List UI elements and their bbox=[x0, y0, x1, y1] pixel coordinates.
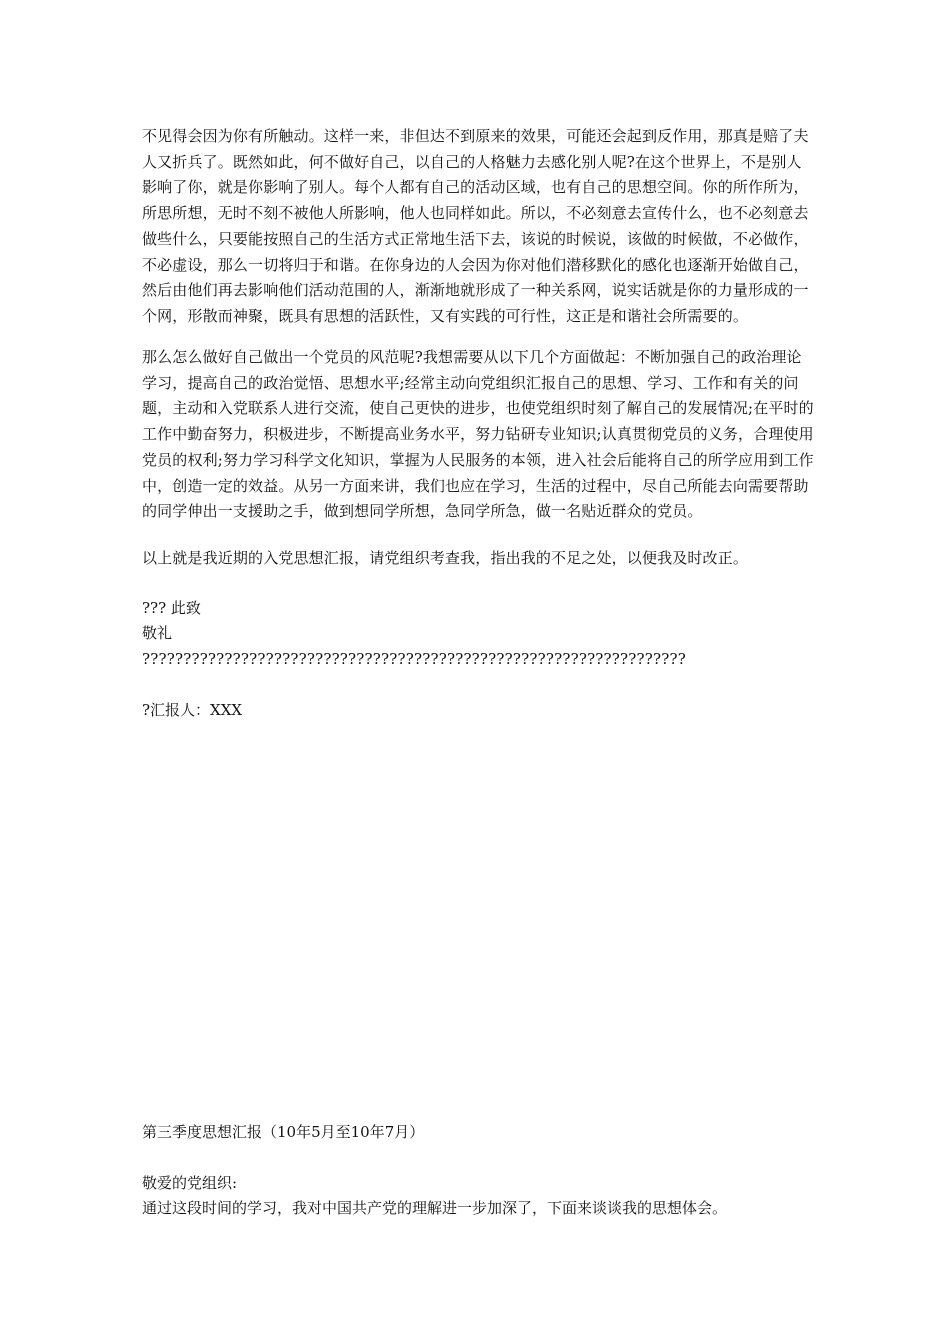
garbled-text-line: ?????????????????????????????????????????????????????????????????? bbox=[142, 650, 686, 668]
body-paragraph-3: 以上就是我近期的入党思想汇报，请党组织考查我，指出我的不足之处，以便我及时改正。 bbox=[142, 549, 749, 567]
closing-respect: 敬礼 bbox=[142, 624, 173, 642]
body-paragraph-1: 不见得会因为你有所触动。这样一来，非但达不到原来的效果，可能还会起到反作用，那真是赔了夫人又折兵了。既然如此，何不做好自己，以自己的人格魅力去感化别人呢?在这个世界上，不是别人影响了你，就是你影响了别人。每个人都有自己的活动区域，也有自己的思想空间。你的所作所为，所思所想，无时不刻不被他人所影响，他人也同样如此。所以，不必刻意去宣传什么，也不必刻意去做些什么，只要能按照自己的生活方式正常地生活下去，该说的时候说，该做的时候做，不必做作，不必虚设，那么一切将归于和谐。在你身边的人会因为你对他们潜移默化的感化也逐渐开始做自己，然后由他们再去影响他们活动范围的人，渐渐地就形成了一种关系网，说实话就是你的力量形成的一个网，形散而神聚，既具有思想的活跃性，又有实践的可行性，这正是和谐社会所需要的。 bbox=[142, 127, 809, 325]
section-greeting: 敬爱的党组织: bbox=[142, 1174, 238, 1192]
body-paragraph-2: 那么怎么做好自己做出一个党员的风范呢?我想需要从以下几个方面做起：不断加强自己的政治理论学习，提高自己的政治觉悟、思想水平;经常主动向党组织汇报自己的思想、学习、工作和有关的问题，主动和入党联系人进行交流，使自己更快的进步，也使党组织时刻了解自己的发展情况;在平时的工作中勤奋努力，积极进步，不断提高业务水平，努力钻研专业知识;认真贯彻党员的义务，合理使用党员的权利;努力学习科学文化知识，掌握为人民服务的本领，进入社会后能将自己的所学应用到工作中，创造一定的效益。从另一方面来讲，我们也应在学习，生活的过程中，尽自己所能去向需要帮助的同学伸出一支援助之手，做到想同学所想，急同学所急，做一名贴近群众的党员。 bbox=[142, 348, 814, 521]
section-title: 第三季度思想汇报（10年5月至10年7月） bbox=[142, 1123, 425, 1141]
closing-salutation: ??? 此致 bbox=[142, 599, 201, 617]
reporter-signature: ?汇报人：XXX bbox=[142, 701, 243, 719]
section-intro: 通过这段时间的学习，我对中国共产党的理解进一步加深了，下面来谈谈我的思想体会。 bbox=[142, 1199, 728, 1217]
